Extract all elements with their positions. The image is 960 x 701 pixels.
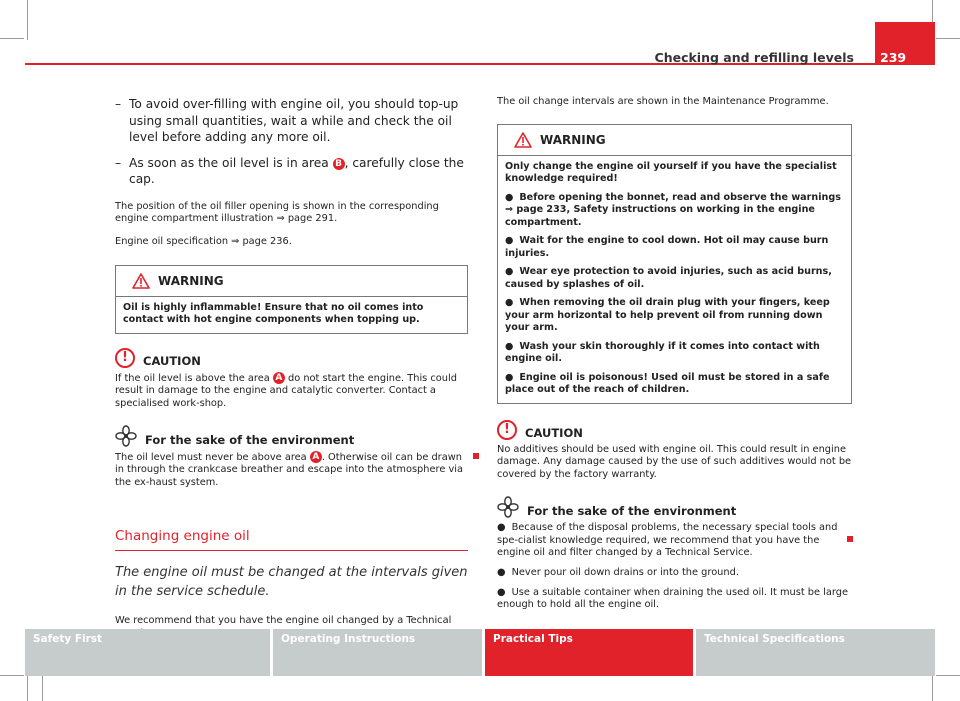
caution-icon: ! xyxy=(115,348,135,368)
paragraph: The oil change intervals are shown in the Maintenance Programme. xyxy=(497,96,829,107)
paragraph: Engine oil specification ⇒ page 236. xyxy=(115,235,292,247)
crop-mark xyxy=(936,675,960,676)
warning-box xyxy=(115,265,468,334)
list-item: ● Engine oil is poisonous! Used oil must be stored in a safe place out of the reach of children. xyxy=(505,371,830,396)
crop-mark xyxy=(27,0,28,40)
area-marker-b: B xyxy=(333,158,345,170)
environment-text: The oil level must never be above area A . Otherwise oil can be drawn in through the crankcase breather and escape into the atmosphere via the ex-haust system. xyxy=(115,451,463,489)
warning-triangle-icon xyxy=(132,273,150,289)
environment-heading: For the sake of the environment xyxy=(497,496,852,518)
right-column xyxy=(497,96,852,619)
area-marker-a: A xyxy=(310,451,322,463)
section-title: Changing engine oil xyxy=(115,528,468,551)
warning-title: WARNING xyxy=(540,132,606,147)
caution-heading: ! CAUTION xyxy=(115,348,468,368)
crop-mark xyxy=(0,38,24,39)
list-item: ● Because of the disposal problems, the necessary special tools and spe-cialist knowledge required, we recommend that you have the engine oil and filter changed by a Technical Service. xyxy=(497,521,838,559)
section-end-marker xyxy=(847,536,853,542)
area-marker-a: A xyxy=(273,372,285,384)
environment-heading: For the sake of the environment xyxy=(115,425,468,447)
list-item: ● Never pour oil down drains or into the ground. xyxy=(497,566,739,578)
section-intro: The engine oil must be changed at the intervals given in the service schedule. xyxy=(115,564,468,599)
caution-text: No additives should be used with engine oil. This could result in engine damage. Any damage caused by the use of such additives would not be covered by the factory warranty. xyxy=(497,443,852,481)
tab-safety-first[interactable]: Safety First xyxy=(25,629,270,676)
footer-nav xyxy=(25,629,935,676)
tab-technical-specifications[interactable]: Technical Specifications xyxy=(696,629,935,676)
step-item: – As soon as the oil level is in area B , carefully close the cap. xyxy=(115,155,464,186)
list-item: ● Wait for the engine to cool down. Hot oil may cause burn injuries. xyxy=(505,235,829,259)
crop-mark xyxy=(936,38,960,39)
warning-lead: Only change the engine oil yourself if you have the specialist knowledge required! xyxy=(505,160,837,185)
paragraph: The position of the oil filler opening is shown in the corresponding engine compartment illustration ⇒ page 291. xyxy=(115,200,439,225)
section-end-marker xyxy=(473,453,479,459)
tab-operating-instructions[interactable]: Operating Instructions xyxy=(273,629,482,676)
warning-triangle-icon xyxy=(514,132,532,148)
paragraph: We recommend that you have the engine oil changed by a Technical xyxy=(115,614,452,626)
left-column xyxy=(115,96,468,650)
flower-icon xyxy=(497,496,519,518)
list-item: ● Wear eye protection to avoid injuries, such as acid burns, caused by splashes of oil. xyxy=(505,266,832,290)
flower-icon xyxy=(115,425,137,447)
tab-practical-tips[interactable]: Practical Tips xyxy=(485,629,693,676)
warning-body xyxy=(498,156,851,403)
warning-box xyxy=(497,124,852,404)
list-item: ● Wash your skin thoroughly if it comes into contact with engine oil. xyxy=(505,340,820,365)
caution-text: If the oil level is above the area A do not start the engine. This could result in damage to the engine and catalytic converter. Contact a specialised work-shop. xyxy=(115,372,457,410)
page-number: 239 xyxy=(880,50,907,65)
warning-text: Oil is highly inflammable! Ensure that no oil comes into contact with hot engine components when topping up. xyxy=(123,301,424,326)
caution-heading: ! CAUTION xyxy=(497,420,852,440)
step-item: – To avoid over-filling with engine oil, you should top-up using small quantities, wait a while and check the oil level before adding any more oil. xyxy=(115,97,459,144)
caution-icon: ! xyxy=(497,420,517,440)
page-title: Checking and refilling levels xyxy=(654,50,854,65)
list-item: ● Before opening the bonnet, read and observe the warnings ⇒ page 233, Safety instructions on working in the engine compartment. xyxy=(505,191,841,228)
list-item: ● When removing the oil drain plug with your fingers, keep your arm horizontal to help prevent oil from running down your arm. xyxy=(505,297,830,334)
list-item: ● Use a suitable container when draining the used oil. It must be large enough to hold all the engine oil. xyxy=(497,586,848,611)
crop-mark xyxy=(0,675,24,676)
warning-title: WARNING xyxy=(158,273,224,288)
